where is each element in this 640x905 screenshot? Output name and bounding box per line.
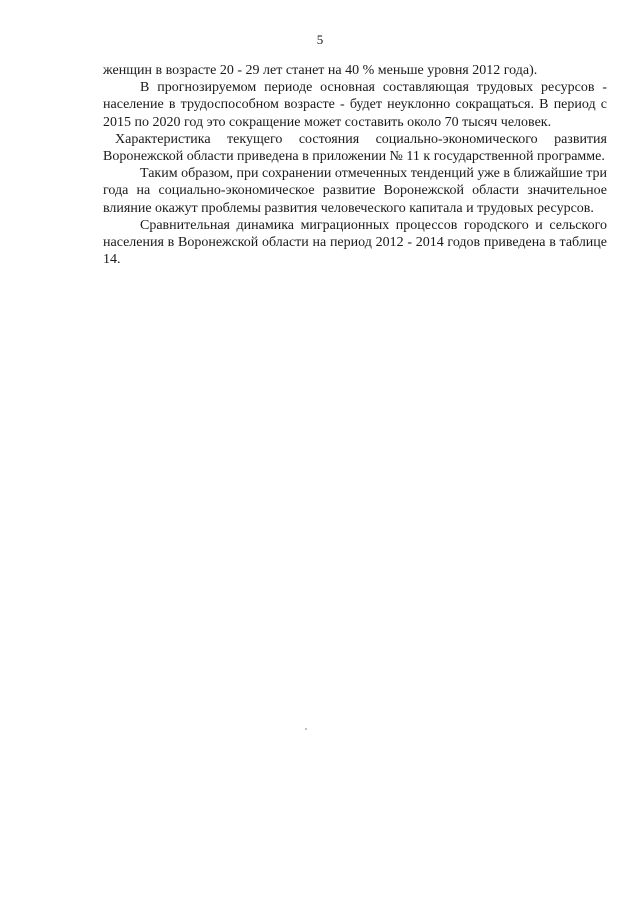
paragraph-region-characteristics: Характеристика текущего состояния социально-экономического развития Воронежской области приведена в приложении № 11 к государственной программе. [103, 131, 607, 165]
scan-speck [305, 728, 307, 730]
paragraph-migration-table-reference: Сравнительная динамика миграционных процессов городского и сельского населения в Воронежской области на период 2012 - 2014 годов приведена в таблице 14. [103, 217, 607, 268]
paragraph-labor-resources: В прогнозируемом периоде основная составляющая трудовых ресурсов - население в трудоспособном возрасте - будет неуклонно сокращаться. В период с 2015 по 2020 год это сокращение может составить около 70 тысяч человек. [103, 80, 607, 130]
paragraph-continuation: женщин в возрасте 20 - 29 лет станет на 40 % меньше уровня 2012 года). [103, 63, 538, 78]
page-number: 5 [316, 32, 324, 47]
document-body [103, 62, 607, 268]
paragraph-conclusion: Таким образом, при сохранении отмеченных тенденций уже в ближайшие три года на социально-экономическое развитие Воронежской области значительное влияние окажут проблемы развития человеческого капитала и трудовых ресурсов. [103, 166, 607, 216]
